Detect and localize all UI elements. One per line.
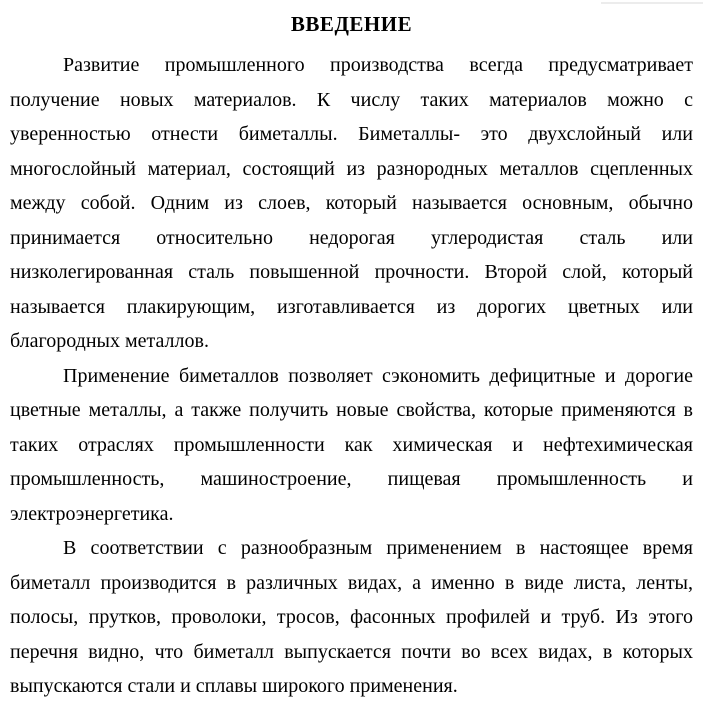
- text-line: электроэнергетика.: [10, 502, 174, 525]
- text-line: промышленность, машиностроение, пищевая промышленность и: [10, 468, 693, 490]
- document-title: ВВЕДЕНИЕ: [290, 12, 413, 36]
- text-line: между собой. Одним из слоев, который называется основным, обычно: [10, 192, 693, 214]
- text-line: Применение биметаллов позволяет сэкономить дефицитные и дорогие: [63, 364, 693, 387]
- paragraph-3: [10, 531, 693, 704]
- text-line: принимается относительно недорогая углеродистая сталь или: [10, 226, 693, 249]
- scan-artifact-line: [601, 2, 703, 4]
- text-line: низколегированная сталь повышенной прочности. Второй слой, который: [10, 261, 693, 283]
- text-line: благородных металлов.: [10, 330, 209, 352]
- text-line: Развитие промышленного производства всегда предусматривает: [63, 54, 693, 76]
- text-line: выпускаются стали и сплавы широкого применения.: [10, 675, 458, 697]
- text-line: полосы, прутков, проволоки, тросов, фасонных профилей и труб. Из этого: [10, 606, 693, 628]
- document-body: [10, 48, 693, 704]
- text-line: биметалл производится в различных видах, а именно в виде листа, ленты,: [10, 571, 693, 594]
- text-line: получение новых материалов. К числу таких материалов можно с: [10, 88, 693, 111]
- text-line: многослойный материал, состоящий из разнородных металлов сцепленных: [10, 157, 693, 180]
- text-line: таких отраслях промышленности как химическая и нефтехимическая: [10, 433, 693, 456]
- text-line: перечня видно, что биметалл выпускается почти во всех видах, в которых: [10, 640, 693, 663]
- text-line: В соответствии с разнообразным применением в настоящее время: [63, 537, 693, 559]
- text-line: цветные металлы, а также получить новые свойства, которые применяются в: [10, 399, 693, 421]
- paragraph-2: [10, 359, 693, 532]
- paragraph-1: [10, 48, 693, 359]
- text-line: уверенностью отнести биметаллы. Биметаллы- это двухслойный или: [10, 123, 693, 145]
- text-line: называется плакирующим, изготавливается из дорогих цветных или: [10, 295, 693, 318]
